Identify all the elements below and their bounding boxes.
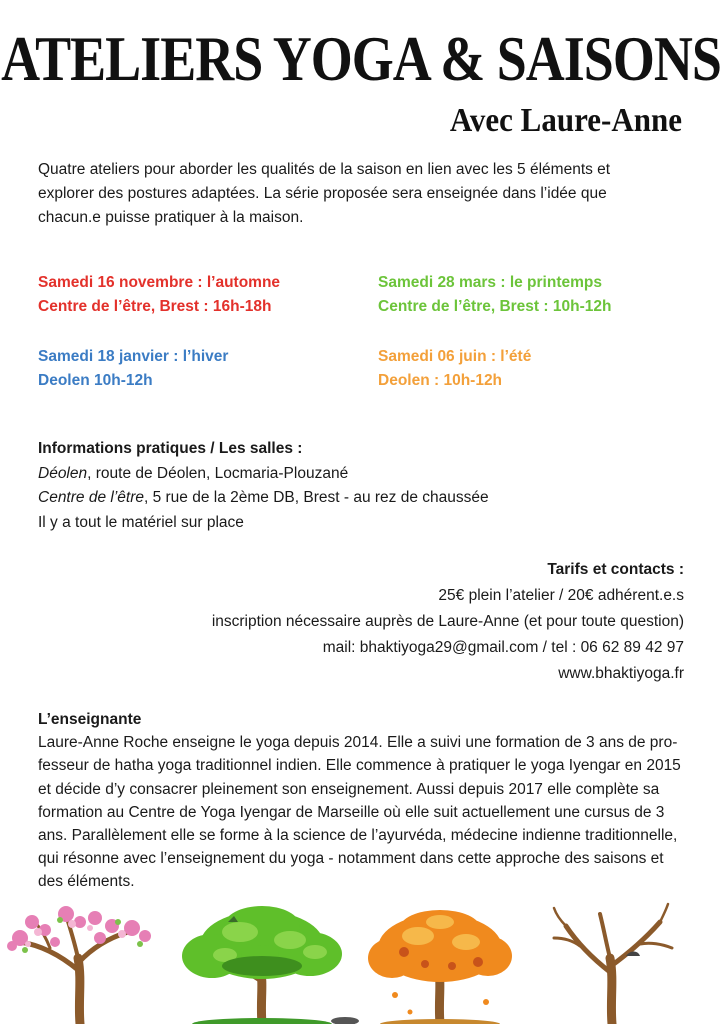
teacher-line: des éléments. (38, 873, 135, 891)
tarifs-heading: Tarifs et contacts : (547, 561, 684, 578)
teacher-line: qui résonne avec l’enseignement du yoga - notamment dans cette approche des saisons et (38, 850, 664, 868)
tarifs-contact: mail: bhaktiyoga29@gmail.com / tel : 06 62 89 42 97 (322, 639, 684, 656)
intro-line: chacun.e puisse pratiquer à la maison. (38, 209, 304, 226)
venue-centre (38, 486, 489, 511)
intro-line: Quatre ateliers pour aborder les qualités de la saison en lien avec les 5 éléments et (38, 161, 611, 178)
ground-grass (192, 1017, 500, 1024)
teacher-line: ans. Parallèlement elle se forme à la science de l’ayurvéda, médecine indienne traditionnelle, (38, 827, 678, 845)
session-summer (378, 345, 531, 393)
session-date: Samedi 18 janvier : l’hiver (38, 348, 229, 365)
teacher-heading: L’enseignante (38, 711, 142, 728)
venue-name: Centre de l’être (38, 489, 144, 506)
teacher-line: fesseur de hatha yoga traditionnel indien. Elle commence à pratiquer le yoga Iyengar en 2015 (38, 757, 681, 775)
page-subtitle: Avec Laure-Anne (449, 100, 682, 139)
session-place: Deolen : 10h-12h (378, 372, 503, 389)
session-date: Samedi 16 novembre : l’automne (38, 274, 281, 291)
session-date: Samedi 06 juin : l’été (378, 348, 532, 365)
teacher-line: formation au Centre de Yoga Iyengar de Marseille où elle suit actuellement une cursus de 3 (38, 803, 665, 821)
session-spring (378, 271, 611, 319)
tarifs-inscription: inscription nécessaire auprès de Laure-Anne (et pour toute question) (211, 613, 684, 630)
session-place: Centre de l’être, Brest : 10h-12h (378, 298, 612, 315)
session-date: Samedi 28 mars : le printemps (378, 274, 602, 291)
teacher-line: Laure-Anne Roche enseigne le yoga depuis 2014. Elle a suivi une formation de 3 ans de pro- (38, 734, 678, 752)
practical-note: Il y a tout le matériel sur place (38, 513, 244, 531)
session-winter (38, 345, 228, 393)
teacher-section (38, 708, 684, 894)
session-place: Deolen 10h-12h (38, 372, 153, 389)
venue-address: , route de Déolen, Locmaria-Plouzané (87, 464, 349, 482)
session-autumn (38, 271, 280, 319)
venue-address: , 5 rue de la 2ème DB, Brest - au rez de chaussée (143, 489, 489, 506)
seasons-trees-illustration (0, 900, 722, 1024)
practical-info (38, 437, 489, 535)
intro-paragraph (38, 158, 688, 230)
venue-deolen (38, 462, 489, 487)
intro-line: explorer des postures adaptées. La série proposée sera enseignée dans l’idée que (38, 185, 607, 202)
tarifs-website: www.bhaktiyoga.fr (558, 665, 684, 682)
winter-bare-tree-icon (554, 904, 672, 1024)
summer-green-tree-icon (182, 906, 342, 1024)
spring-blossom-tree-icon (7, 906, 151, 1024)
venue-name: Déolen (38, 464, 88, 482)
practical-heading: Informations pratiques / Les salles : (38, 440, 303, 457)
session-place: Centre de l’être, Brest : 16h-18h (38, 298, 272, 315)
autumn-orange-tree-icon (368, 910, 512, 1024)
tarifs-contacts (212, 557, 684, 687)
teacher-line: et décide d’y consacrer pleinement son enseignement. Aussi depuis 2017 elle complète sa (38, 780, 660, 798)
tarifs-price: 25€ plein l’atelier / 20€ adhérent.e.s (438, 587, 684, 604)
page-title: ATELIERS YOGA & SAISONS (1, 23, 721, 94)
